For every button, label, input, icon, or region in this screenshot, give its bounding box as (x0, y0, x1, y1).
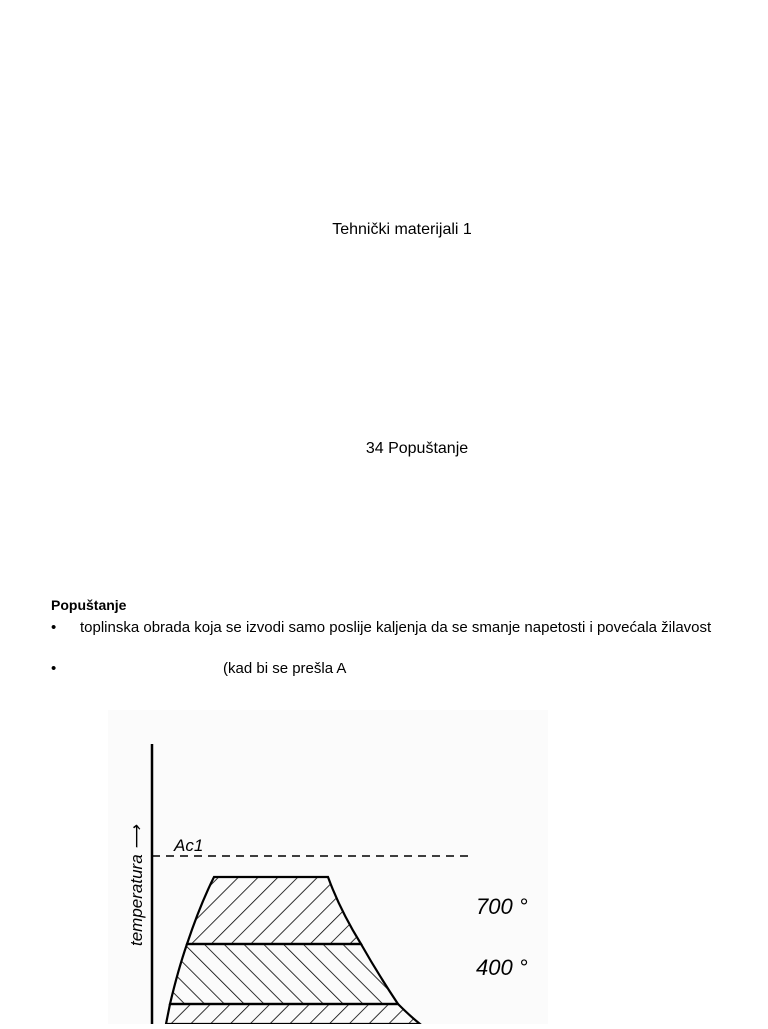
y-axis-label: temperatura ⟶ (127, 825, 146, 946)
ac1-label: Ac1 (174, 836, 204, 855)
bullet-marker: • (51, 660, 57, 677)
band-low (166, 1004, 420, 1024)
band-400 (170, 944, 398, 1004)
section-title: 34 Popuštanje (365, 440, 469, 457)
bullet-item (51, 659, 768, 679)
level-label-400: 400 ° (476, 955, 528, 980)
bullet-item (51, 618, 768, 658)
level-label-700: 700 ° (476, 894, 528, 919)
tempering-diagram-svg (108, 710, 548, 1024)
bullet-text: toplinska obrada koja se izvodi samo poslije kaljenja da se smanje napetosti i povećala žilavost (80, 619, 712, 636)
bullet-marker: • (51, 619, 57, 636)
document-title: Tehnički materijali 1 (332, 221, 472, 238)
bullet-text: (kad bi se prešla A (223, 660, 347, 677)
tempering-diagram (108, 710, 548, 1024)
content-heading: Popuštanje (51, 597, 127, 613)
